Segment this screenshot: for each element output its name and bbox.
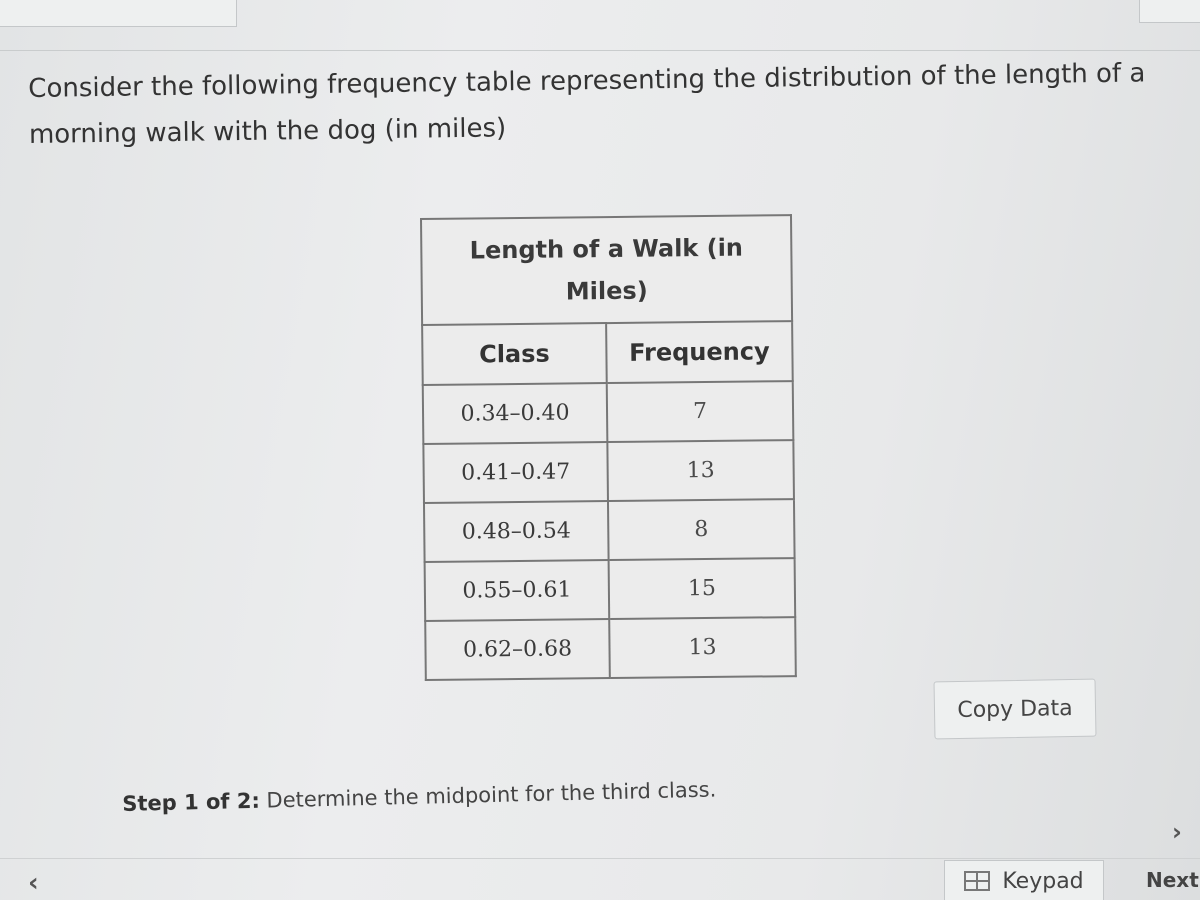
copy-data-button[interactable]: Copy Data bbox=[934, 679, 1097, 740]
class-cell: 0.41–0.47 bbox=[423, 442, 608, 503]
class-cell: 0.55–0.61 bbox=[425, 560, 610, 621]
table-row bbox=[425, 617, 796, 680]
column-header-frequency: Frequency bbox=[606, 321, 793, 383]
step-label: Step 1 of 2: bbox=[122, 788, 261, 816]
frequency-cell: 8 bbox=[608, 499, 795, 560]
class-cell: 0.48–0.54 bbox=[424, 501, 609, 562]
table-row bbox=[423, 381, 794, 444]
frequency-cell: 7 bbox=[607, 381, 794, 442]
table-row bbox=[424, 499, 795, 562]
chevron-left-icon[interactable]: ‹ bbox=[28, 868, 39, 898]
keypad-button[interactable] bbox=[944, 860, 1104, 900]
frequency-cell: 13 bbox=[607, 440, 794, 501]
frequency-table-container bbox=[420, 214, 803, 681]
step-instruction bbox=[122, 777, 717, 816]
class-cell: 0.34–0.40 bbox=[423, 383, 608, 444]
step-text: Determine the midpoint for the third class. bbox=[266, 777, 717, 813]
class-cell: 0.62–0.68 bbox=[425, 619, 610, 680]
frequency-cell: 15 bbox=[609, 558, 796, 619]
frequency-cell: 13 bbox=[609, 617, 796, 678]
top-right-box bbox=[1139, 0, 1200, 23]
frequency-table bbox=[420, 214, 797, 681]
chevron-right-icon[interactable]: › bbox=[1172, 818, 1182, 846]
table-row bbox=[423, 440, 794, 503]
table-caption: Length of a Walk (in Miles) bbox=[421, 215, 792, 325]
keypad-label: Keypad bbox=[1002, 868, 1084, 894]
top-left-box bbox=[0, 0, 237, 27]
question-text: Consider the following frequency table representing the distribution of the length of a morning walk with the dog (in miles) bbox=[28, 58, 1146, 150]
top-strip bbox=[0, 0, 1200, 51]
table-row bbox=[425, 558, 796, 621]
next-button[interactable]: Next bbox=[1146, 868, 1199, 892]
column-header-class: Class bbox=[422, 323, 607, 385]
divider bbox=[0, 858, 1200, 859]
keypad-icon bbox=[964, 871, 990, 891]
